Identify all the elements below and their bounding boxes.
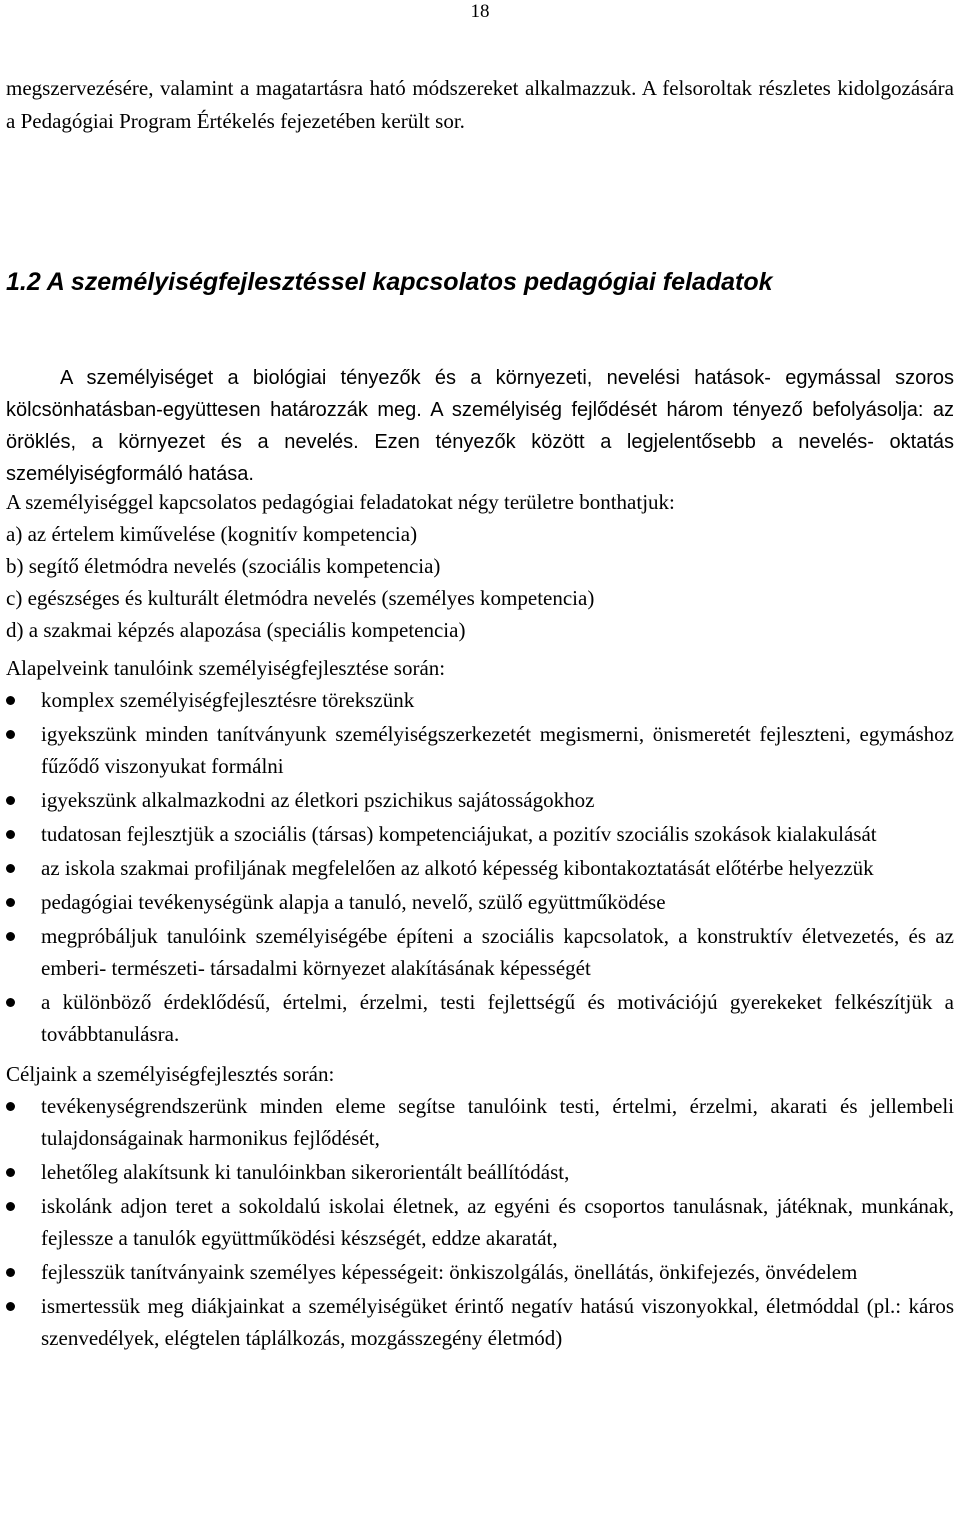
list-item: komplex személyiségfejlesztésre törekszünk (6, 684, 954, 716)
intro-paragraph: megszervezésére, valamint a magatartásra ható módszereket alkalmazzuk. A felsoroltak részletes kidolgozására a Pedagógiai Program Értékelés fejezetében került sor. (6, 76, 954, 133)
list-item: a különböző érdeklődésű, értelmi, érzelmi, testi fejlettségű és motivációjú gyerekeket felkészítjük a továbbtanulásra. (6, 986, 954, 1050)
list-item: pedagógiai tevékenységünk alapja a tanuló, nevelő, szülő együttműködése (6, 886, 954, 918)
section-heading: 1.2 A személyiségfejlesztéssel kapcsolatos pedagógiai feladatok (6, 268, 773, 296)
bullet-icon (6, 1168, 15, 1177)
personality-paragraph (6, 362, 954, 490)
bullet-icon (6, 1302, 15, 1311)
bullet-icon (6, 864, 15, 873)
goals-title: Céljaink a személyiségfejlesztés során: (6, 1062, 335, 1086)
page-number: 18 (470, 1, 490, 22)
area-item: d) a szakmai képzés alapozása (speciális kompetencia) (6, 618, 466, 642)
bullet-icon (6, 998, 15, 1007)
main-body (6, 486, 954, 1356)
list-item: iskolánk adjon teret a sokoldalú iskolai életnek, az egyéni és csoportos tanulásnak, játéknak, munkának, fejlessze a tanulók együttműködési készségét, eddze akaratát, (6, 1190, 954, 1254)
personality-paragraph-text: A személyiséget a biológiai tényezők és a környezeti, nevelési hatások- egymással szoros kölcsönhatásban-együttesen határozzák meg. A személyiség fejlődését három tényező befolyásolja: az öröklés, a környezet és a nevelés. Ezen tényezők között a legjelentősebb a nevelés- oktatás személyiségformáló hatása. (6, 367, 954, 485)
areas-intro: A személyiséggel kapcsolatos pedagógiai feladatokat négy területre bonthatjuk: (6, 490, 675, 514)
list-item: fejlesszük tanítványaink személyes képességeit: önkiszolgálás, önellátás, önkifejezés, önvédelem (6, 1256, 954, 1288)
area-item: c) egészséges és kulturált életmódra nevelés (személyes kompetencia) (6, 586, 595, 610)
area-item: b) segítő életmódra nevelés (szociális kompetencia) (6, 554, 441, 578)
area-item: a) az értelem kiművelése (kognitív kompetencia) (6, 522, 418, 546)
list-item: megpróbáljuk tanulóink személyiségébe építeni a szociális kapcsolatok, a konstruktív életvezetés, és az emberi- természeti- társadalmi környezet alakításának képességét (6, 920, 954, 984)
bullet-icon (6, 1268, 15, 1277)
list-item: tudatosan fejlesztjük a szociális (társas) kompetenciájukat, a pozitív szociális szokások kialakulását (6, 818, 954, 850)
list-item: igyekszünk minden tanítványunk személyiségszerkezetét megismerni, önismeretét fejleszteni, egymáshoz fűződő viszonyukat formálni (6, 718, 954, 782)
list-item: az iskola szakmai profiljának megfelelően az alkotó képesség kibontakoztatását előtérbe helyezzük (6, 852, 954, 884)
list-item: igyekszünk alkalmazkodni az életkori pszichikus sajátosságokhoz (6, 784, 954, 816)
bullet-icon (6, 796, 15, 805)
principles-list (6, 684, 954, 1050)
bullet-icon (6, 730, 15, 739)
goals-list (6, 1090, 954, 1354)
list-item: ismertessük meg diákjainkat a személyiségüket érintő negatív hatású viszonyokkal, életmóddal (pl.: káros szenvedélyek, elégtelen táplálkozás, mozgásszegény életmód) (6, 1290, 954, 1354)
list-item: lehetőleg alakítsunk ki tanulóinkban sikerorientált beállítódást, (6, 1156, 954, 1188)
bullet-icon (6, 1202, 15, 1211)
list-item: tevékenységrendszerünk minden eleme segítse tanulóink testi, értelmi, érzelmi, akarati és jellembeli tulajdonságainak harmonikus fejlődését, (6, 1090, 954, 1154)
bullet-icon (6, 898, 15, 907)
bullet-icon (6, 932, 15, 941)
principles-title: Alapelveink tanulóink személyiségfejlesztése során: (6, 656, 446, 680)
bullet-icon (6, 1102, 15, 1111)
bullet-icon (6, 830, 15, 839)
bullet-icon (6, 696, 15, 705)
